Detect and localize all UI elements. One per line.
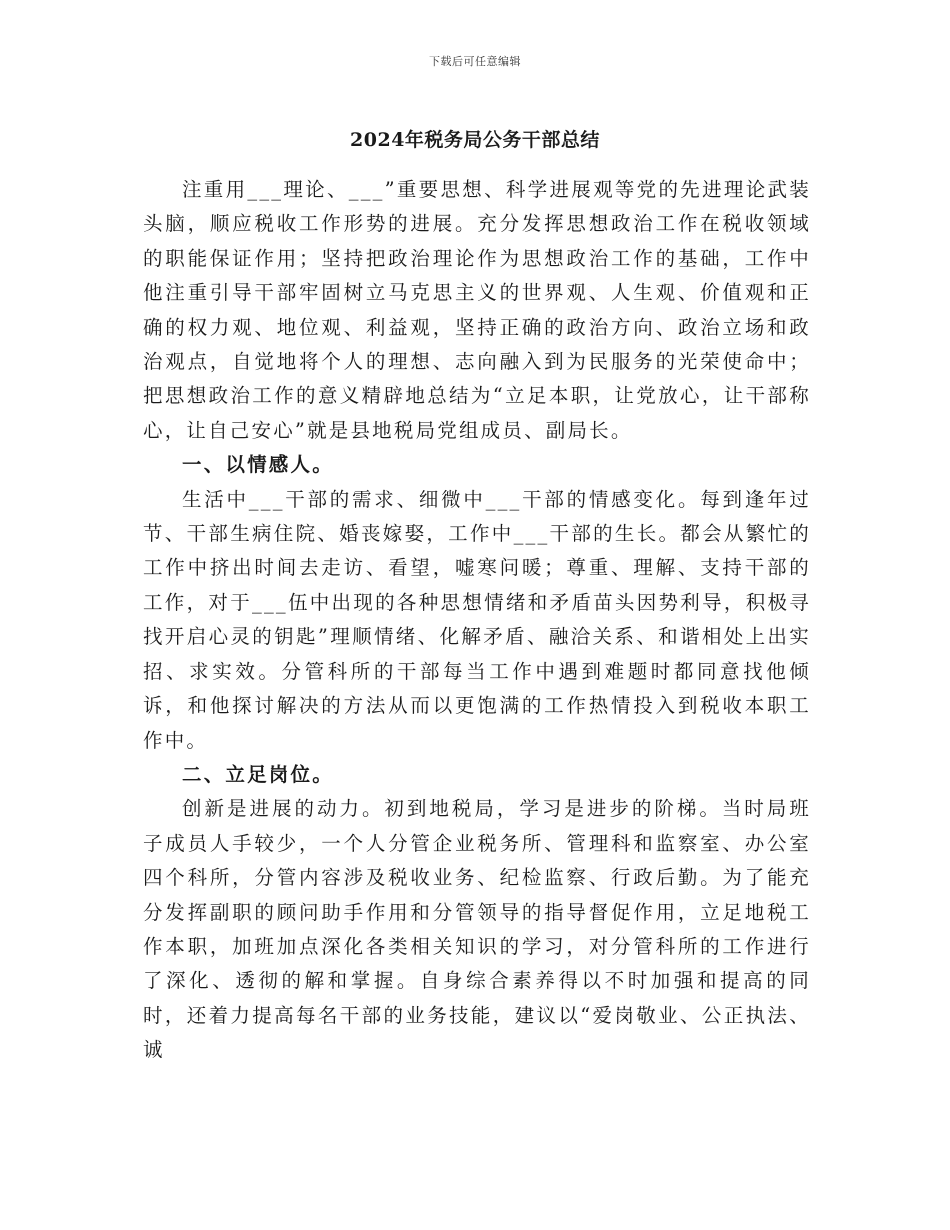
intro-paragraph: 注重用___理论、___”重要思想、科学进展观等党的先进理论武装头脑，顺应税收工作形势的进展。充分发挥思想政治工作在税收领域的职能保证作用；坚持把政治理论作为思想政治工作的基础，工作中他注重引导干部牢固树立马克思主义的世界观、人生观、价值观和正确的权力观、地位观、利益观，坚持正确的政治方向、政治立场和政治观点，自觉地将个人的理想、志向融入到为民服务的光荣使命中；把思想政治工作的意义精辟地总结为“立足本职，让党放心，让干部称心，让自己安心”就是县地税局党组成员、副局长。 (143, 178, 811, 442)
section-2-heading: 二、立足岗位。 (182, 762, 334, 786)
section-1-paragraph: 生活中___干部的需求、细微中___干部的情感变化。每到逢年过节、干部生病住院、婚丧嫁娶，工作中___干部的生长。都会从繁忙的工作中挤出时间去走访、看望，嘘寒问暖；尊重、理解、支持干部的工作，对于___伍中出现的各种思想情绪和矛盾苗头因势利导，积极寻找开启心灵的钥匙”理顺情绪、化解矛盾、融洽关系、和谐相处上出实招、求实效。分管科所的干部每当工作中遇到难题时都同意找他倾诉，和他探讨解决的方法从而以更饱满的工作热情投入到税收本职工作中。 (143, 487, 811, 752)
section-1-heading: 一、以情感人。 (182, 453, 334, 477)
document-body (143, 173, 811, 1068)
header-note: 下载后可任意编辑 (429, 55, 521, 68)
document-title: 2024年税务局公务干部总结 (350, 129, 600, 151)
section-2-paragraph: 创新是进展的动力。初到地税局，学习是进步的阶梯。当时局班子成员人手较少，一个人分管企业税务所、管理科和监察室、办公室四个科所，分管内容涉及税收业务、纪检监察、行政后勤。为了能充分发挥副职的顾问助手作用和分管领导的指导督促作用，立足地税工作本职，加班加点深化各类相关知识的学习，对分管科所的工作进行了深化、透彻的解和掌握。自身综合素养得以不时加强和提高的同时，还着力提高每名干部的业务技能，建议以“爱岗敬业、公正执法、诚 (143, 797, 811, 1062)
